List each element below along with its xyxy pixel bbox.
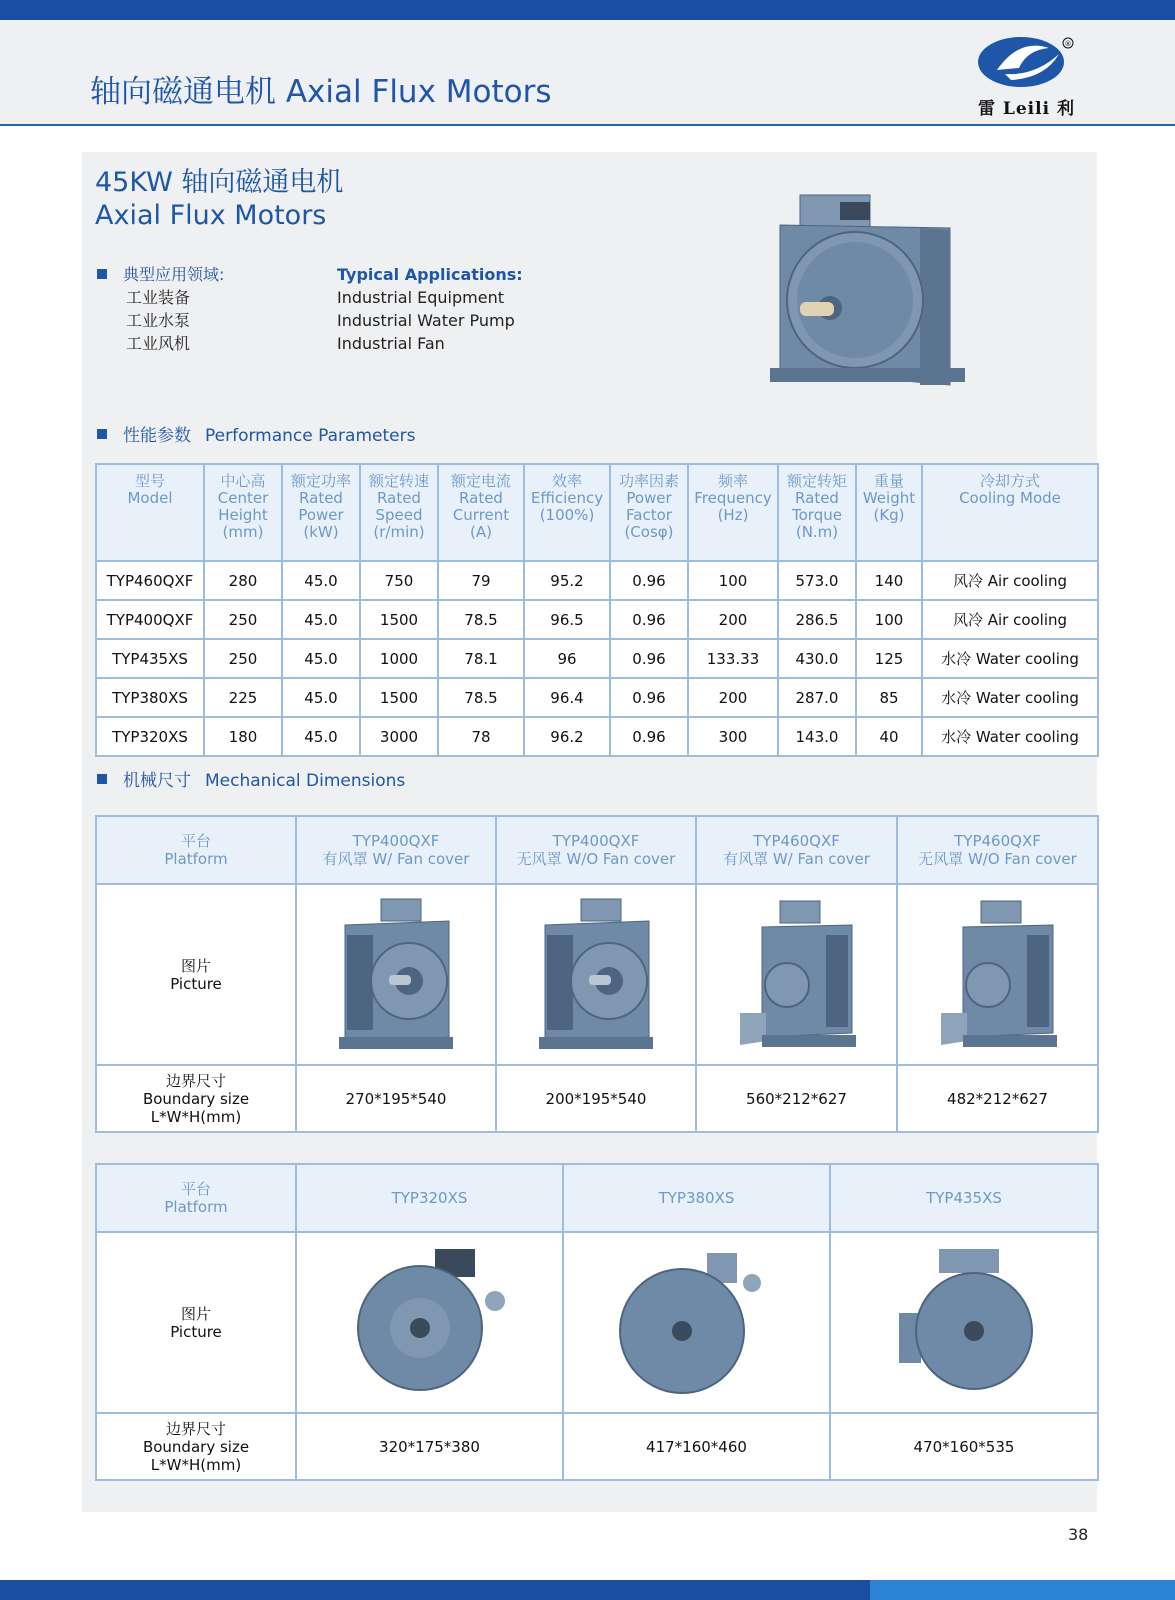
table-cell: 287.0	[778, 678, 856, 717]
table-cell: 45.0	[282, 600, 360, 639]
table-cell: 水冷 Water cooling	[922, 717, 1098, 756]
table-row	[96, 600, 1098, 639]
motor-picture-cell	[296, 1232, 563, 1413]
table-cell: TYP400QXF	[96, 600, 204, 639]
motor-image	[345, 1243, 515, 1403]
platform-row	[96, 1164, 1098, 1232]
table-cell: 280	[204, 561, 282, 600]
application-item-en: Industrial Fan	[337, 334, 445, 353]
table-cell: 78.5	[438, 600, 524, 639]
column-header: 功率因素 Power Factor (Cosφ)	[610, 464, 688, 561]
performance-section-title	[97, 421, 415, 446]
application-item-cn: 工业水泵	[126, 311, 191, 330]
column-header: 额定电流 Rated Current (A)	[438, 464, 524, 561]
table-cell: 250	[204, 600, 282, 639]
table-row	[96, 678, 1098, 717]
table-cell: 78.1	[438, 639, 524, 678]
table-cell: 180	[204, 717, 282, 756]
platform-cell: TYP460QXF 有风罩 W/ Fan cover	[696, 816, 897, 884]
bottom-accent-bar	[870, 1580, 1175, 1600]
boundary-size-cell: 470*160*535	[830, 1413, 1098, 1480]
table-row	[96, 561, 1098, 600]
product-title-en: Axial Flux Motors	[95, 200, 327, 231]
table-cell: 96.2	[524, 717, 610, 756]
table-cell: 45.0	[282, 561, 360, 600]
table-cell: TYP460QXF	[96, 561, 204, 600]
table-cell: 45.0	[282, 639, 360, 678]
motor-picture-cell	[496, 884, 696, 1065]
table-cell: 100	[856, 600, 922, 639]
column-header: 重量 Weight (Kg)	[856, 464, 922, 561]
table-cell: 96	[524, 639, 610, 678]
table-cell: 3000	[360, 717, 438, 756]
column-header: 冷却方式 Cooling Mode	[922, 464, 1098, 561]
picture-row	[96, 1232, 1098, 1413]
column-header: 频率 Frequency (Hz)	[688, 464, 778, 561]
applications-cn	[97, 263, 224, 355]
application-item-en: Industrial Water Pump	[337, 311, 515, 330]
table-cell: 0.96	[610, 678, 688, 717]
platform-row	[96, 816, 1098, 884]
table-cell: 水冷 Water cooling	[922, 678, 1098, 717]
row-label-picture: 图片 Picture	[96, 1232, 296, 1413]
motor-no-fan-cover-image	[933, 895, 1063, 1055]
application-item-en: Industrial Equipment	[337, 288, 504, 307]
column-header: 额定转矩 Rated Torque (N.m)	[778, 464, 856, 561]
table-cell: 1500	[360, 678, 438, 717]
mechanical-section-title	[97, 766, 405, 791]
table-cell: 风冷 Air cooling	[922, 561, 1098, 600]
boundary-size-cell: 417*160*460	[563, 1413, 830, 1480]
motor-picture-cell	[296, 884, 496, 1065]
applications-en	[337, 263, 523, 355]
applications-heading-cn: 典型应用领域:	[123, 265, 225, 284]
motor-product-image	[760, 190, 975, 395]
column-header: 额定功率 Rated Power (kW)	[282, 464, 360, 561]
table-cell: 430.0	[778, 639, 856, 678]
table-cell: 143.0	[778, 717, 856, 756]
table-cell: 0.96	[610, 600, 688, 639]
table-cell: 水冷 Water cooling	[922, 639, 1098, 678]
performance-table	[95, 463, 1099, 757]
row-label-platform: 平台 Platform	[96, 816, 296, 884]
motor-picture-cell	[696, 884, 897, 1065]
page-number: 38	[1068, 1525, 1089, 1544]
boundary-size-cell: 320*175*380	[296, 1413, 563, 1480]
table-cell: 0.96	[610, 717, 688, 756]
mechanical-title-cn: 机械尺寸	[123, 771, 191, 791]
mechanical-title-en: Mechanical Dimensions	[205, 771, 406, 791]
table-cell: 45.0	[282, 717, 360, 756]
table-header-row	[96, 464, 1098, 561]
product-title-cn: 45KW 轴向磁通电机	[95, 167, 344, 198]
motor-fan-cover-image	[331, 895, 461, 1055]
dimensions-table-1	[95, 815, 1099, 1133]
product-title	[95, 166, 343, 232]
table-cell: 250	[204, 639, 282, 678]
table-cell: 78.5	[438, 678, 524, 717]
table-cell: 125	[856, 639, 922, 678]
table-cell: TYP320XS	[96, 717, 204, 756]
performance-title-en: Performance Parameters	[205, 426, 416, 446]
motor-picture-cell	[563, 1232, 830, 1413]
logo-text: 雷 Leili 利	[978, 99, 1075, 119]
row-label-boundary: 边界尺寸 Boundary size L*W*H(mm)	[96, 1413, 296, 1480]
picture-row	[96, 884, 1098, 1065]
table-cell: 40	[856, 717, 922, 756]
table-cell: 45.0	[282, 678, 360, 717]
table-cell: 风冷 Air cooling	[922, 600, 1098, 639]
motor-image	[879, 1243, 1049, 1403]
bottom-color-bar	[0, 1580, 1175, 1600]
table-cell: 1000	[360, 639, 438, 678]
boundary-row	[96, 1065, 1098, 1132]
table-cell: 100	[688, 561, 778, 600]
page-title: 轴向磁通电机 Axial Flux Motors	[90, 74, 552, 110]
platform-cell: TYP460QXF 无风罩 W/O Fan cover	[897, 816, 1098, 884]
table-cell: TYP435XS	[96, 639, 204, 678]
platform-cell: TYP400QXF 有风罩 W/ Fan cover	[296, 816, 496, 884]
table-cell: 96.5	[524, 600, 610, 639]
table-cell: 286.5	[778, 600, 856, 639]
bullet-square-icon	[97, 774, 107, 784]
table-row	[96, 639, 1098, 678]
motor-picture-cell	[830, 1232, 1098, 1413]
dimensions-table-2	[95, 1163, 1099, 1481]
table-cell: 750	[360, 561, 438, 600]
motor-image	[612, 1243, 782, 1403]
motor-picture-cell	[897, 884, 1098, 1065]
table-cell: 573.0	[778, 561, 856, 600]
table-cell: 95.2	[524, 561, 610, 600]
table-row	[96, 717, 1098, 756]
performance-title-cn: 性能参数	[123, 426, 191, 446]
table-cell: 140	[856, 561, 922, 600]
table-cell: 1500	[360, 600, 438, 639]
motor-no-fan-cover-image	[531, 895, 661, 1055]
table-cell: 200	[688, 678, 778, 717]
column-header: 额定转速 Rated Speed (r/min)	[360, 464, 438, 561]
applications-heading-en: Typical Applications:	[337, 265, 523, 284]
boundary-size-cell: 200*195*540	[496, 1065, 696, 1132]
row-label-platform: 平台 Platform	[96, 1164, 296, 1232]
application-item-cn: 工业风机	[126, 334, 191, 353]
boundary-row	[96, 1413, 1098, 1480]
application-item-cn: 工业装备	[126, 288, 191, 307]
table-cell: 96.4	[524, 678, 610, 717]
table-cell: 200	[688, 600, 778, 639]
table-cell: 85	[856, 678, 922, 717]
bullet-square-icon	[97, 429, 107, 439]
top-color-bar	[0, 0, 1175, 20]
table-cell: 0.96	[610, 639, 688, 678]
platform-cell: TYP380XS	[563, 1164, 830, 1232]
table-cell: 133.33	[688, 639, 778, 678]
registered-mark: ®	[1064, 40, 1072, 48]
table-cell: 0.96	[610, 561, 688, 600]
column-header: 型号 Model	[96, 464, 204, 561]
column-header: 效率 Efficiency (100%)	[524, 464, 610, 561]
boundary-size-cell: 482*212*627	[897, 1065, 1098, 1132]
row-label-picture: 图片 Picture	[96, 884, 296, 1065]
platform-cell: TYP320XS	[296, 1164, 563, 1232]
table-cell: 300	[688, 717, 778, 756]
table-cell: 78	[438, 717, 524, 756]
boundary-size-cell: 270*195*540	[296, 1065, 496, 1132]
bullet-square-icon	[97, 269, 107, 279]
table-cell: TYP380XS	[96, 678, 204, 717]
motor-fan-cover-image	[732, 895, 862, 1055]
table-cell: 79	[438, 561, 524, 600]
row-label-boundary: 边界尺寸 Boundary size L*W*H(mm)	[96, 1065, 296, 1132]
boundary-size-cell: 560*212*627	[696, 1065, 897, 1132]
platform-cell: TYP400QXF 无风罩 W/O Fan cover	[496, 816, 696, 884]
column-header: 中心高 Center Height (mm)	[204, 464, 282, 561]
platform-cell: TYP435XS	[830, 1164, 1098, 1232]
table-cell: 225	[204, 678, 282, 717]
